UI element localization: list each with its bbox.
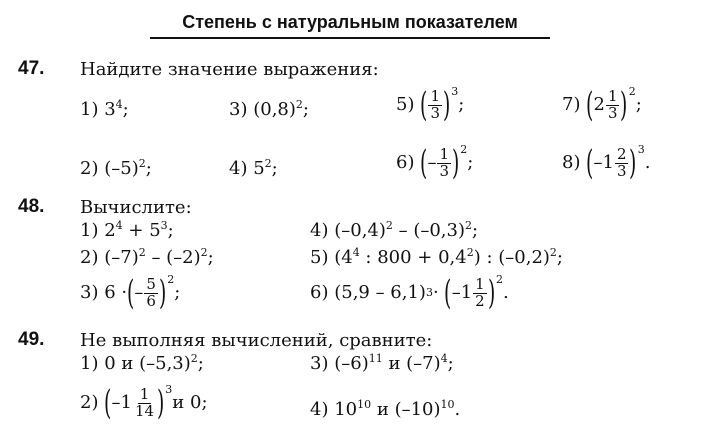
item-tail: ; bbox=[174, 282, 181, 303]
item-base: (–5) bbox=[104, 158, 139, 179]
item-tail: ; bbox=[458, 94, 465, 115]
item-exponent: 3 bbox=[165, 383, 173, 396]
item-label: 4) bbox=[310, 220, 329, 241]
item-label: 4) bbox=[310, 399, 329, 420]
problem-48-item-4: 4) $(-0,4)^2 - (-0,3)^2$; bbox=[310, 219, 479, 241]
problem-47-item-1 bbox=[80, 98, 129, 120]
problem-48-item-5: 5) ($4^4$ : $800 + 0,4^2$) : $(-0,2)^2$; bbox=[310, 246, 563, 268]
item-label: 6) bbox=[310, 282, 329, 303]
problem-47-item-8: 8) ( –1 $\frac{2}{3}$ ) 3 . bbox=[562, 143, 651, 183]
fraction: $\frac{1}{14}$ bbox=[134, 384, 155, 420]
mixed-whole: –1 bbox=[593, 152, 614, 173]
item-exponent: 2 bbox=[138, 157, 146, 170]
problem-49-instruction: Не выполняя вычислений, сравните: bbox=[80, 330, 433, 351]
problem-47-instruction: Найдите значение выражения: bbox=[80, 59, 379, 80]
fraction-sign: – bbox=[427, 152, 437, 173]
problem-47-item-7: 7) ( 2 $\frac{1}{3}$ ) 2 ; bbox=[562, 85, 642, 125]
item-label: 4) bbox=[229, 158, 248, 179]
fraction: $\frac{1}{3}$ bbox=[439, 144, 450, 180]
item-tail: ; bbox=[271, 158, 278, 179]
item-tail: ; bbox=[635, 94, 642, 115]
problem-49-item-2: 2) ( –1 $\frac{1}{14}$ ) 3 и 0; bbox=[80, 383, 208, 423]
problem-47-item-2 bbox=[80, 157, 152, 179]
fraction: $\frac{1}{3}$ bbox=[430, 86, 441, 122]
problem-47-number: 47. bbox=[18, 58, 45, 79]
fraction: $\frac{2}{3}$ bbox=[616, 144, 627, 180]
item-exponent: 3 bbox=[637, 143, 645, 156]
item-exponent: 2 bbox=[167, 273, 175, 286]
mixed-whole: –1 bbox=[111, 392, 132, 413]
item-tail: и 0; bbox=[172, 392, 208, 413]
item-tail: . bbox=[502, 282, 509, 303]
item-tail: ; bbox=[145, 158, 152, 179]
problem-47-item-5: 5) ( $\frac{1}{3}$ ) 3 ; bbox=[396, 85, 465, 125]
item-exponent: 4 bbox=[115, 98, 123, 111]
problem-49-item-3: 3) $(-6)^{11}$ и $(-7)^4$; bbox=[310, 352, 454, 374]
problem-48-instruction: Вычислите: bbox=[80, 197, 192, 218]
item-exponent: 2 bbox=[295, 98, 303, 111]
item-exponent: 2 bbox=[495, 273, 503, 286]
fraction: $\frac{1}{3}$ bbox=[607, 86, 618, 122]
problem-48-item-3: 3) 6 · ( – $\frac{5}{6}$ ) 2 ; bbox=[80, 273, 181, 313]
item-label: 6) bbox=[396, 152, 415, 173]
fraction: $\frac{5}{6}$ bbox=[146, 274, 156, 310]
item-label: 5) bbox=[396, 94, 415, 115]
item-label: 2) bbox=[80, 392, 99, 413]
item-label: 1) bbox=[80, 99, 99, 120]
item-base: 5 bbox=[253, 158, 265, 179]
fraction: $\frac{1}{2}$ bbox=[475, 274, 485, 310]
mixed-whole: –1 bbox=[451, 282, 473, 303]
item-label: 3) bbox=[229, 99, 248, 120]
item-label: 3) bbox=[310, 353, 329, 374]
item-exponent: 3 bbox=[451, 85, 459, 98]
item-exponent: 2 bbox=[628, 85, 636, 98]
item-base: 3 bbox=[104, 99, 116, 120]
problem-48-item-2: 2) $(-7)^2 - (-2)^2$; bbox=[80, 246, 214, 268]
item-tail: . bbox=[644, 152, 651, 173]
problem-48-number: 48. bbox=[18, 196, 45, 217]
problem-49-item-1: 1) 0 и $(-5,3)^2$; bbox=[80, 352, 204, 374]
item-tail: ; bbox=[302, 99, 309, 120]
item-tail: ; bbox=[122, 99, 129, 120]
item-label: 3) bbox=[80, 282, 99, 303]
problem-48-item-1: 1) $2^4 + 5^3$; bbox=[80, 219, 174, 241]
problem-47-item-4 bbox=[229, 157, 278, 179]
item-label: 2) bbox=[80, 158, 99, 179]
item-base: (0,8) bbox=[253, 99, 296, 120]
item-label: 5) bbox=[310, 247, 329, 268]
mixed-whole: 2 bbox=[593, 94, 605, 115]
item-label: 8) bbox=[562, 152, 581, 173]
problem-49-number: 49. bbox=[18, 329, 45, 350]
fraction-sign: – bbox=[134, 282, 144, 303]
item-exponent: 2 bbox=[460, 143, 468, 156]
item-label: 2) bbox=[80, 247, 99, 268]
problem-47-item-6: 6) ( – $\frac{1}{3}$ ) 2 ; bbox=[396, 143, 474, 183]
problem-47-item-3 bbox=[229, 98, 309, 120]
item-label: 7) bbox=[562, 94, 581, 115]
item-label: 1) bbox=[80, 353, 99, 374]
item-label: 1) bbox=[80, 220, 99, 241]
item-exponent: 2 bbox=[264, 157, 272, 170]
item-tail: ; bbox=[467, 152, 474, 173]
problem-49-item-4: 4) $10^{10}$ и $(-10)^{10}$. bbox=[310, 398, 461, 420]
problem-48-item-6: 6) (5,9 – 6,1) 3 · ( –1 $\frac{1}{2}$ ) 2 . bbox=[310, 273, 509, 313]
section-title: Степень с натуральным показателем bbox=[150, 12, 550, 39]
